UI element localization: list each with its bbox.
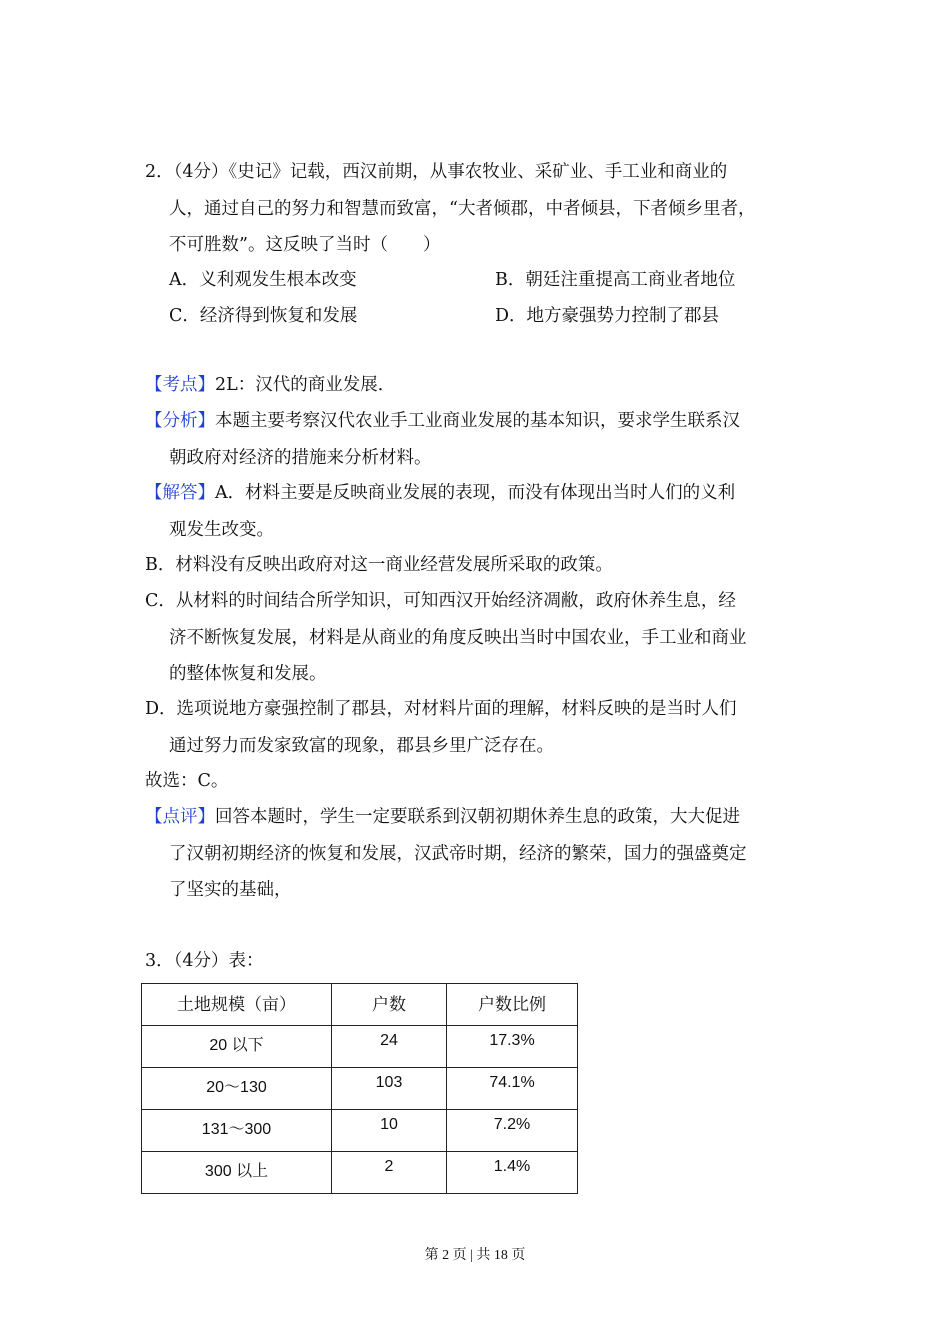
q2-option-c: C．经济得到恢复和发展 [169,306,358,326]
answer-b-line: B．材料没有反映出政府对这一商业经营发展所采取的政策。 [145,555,613,575]
table-row [142,1152,578,1194]
answer-c-line2: 济不断恢复发展，材料是从商业的角度反映出当时中国农业，手工业和商业 [169,628,747,648]
page-footer: 第 2 页 | 共 18 页 [424,1248,526,1263]
jieda-tag: 【解答】 [145,483,215,503]
kaodian-tag: 【考点】 [145,375,215,395]
table-cell: 7.2% [447,1110,578,1152]
answer-d-line1: D．选项说地方豪强控制了郡县，对材料片面的理解，材料反映的是当时人们 [145,699,737,719]
dianping-line3: 了坚实的基础， [169,880,292,900]
answer-choice: 故选：C。 [145,771,229,791]
table-cell: 17.3% [447,1026,578,1068]
fenxi-text1: 本题主要考察汉代农业手工业商业发展的基本知识，要求学生联系汉 [215,411,740,431]
table-cell: 2 [332,1152,447,1194]
table-cell: 24 [332,1026,447,1068]
table-cell: 1.4% [447,1152,578,1194]
table-header-row [142,984,578,1026]
q2-option-d: D．地方豪强势力控制了郡县 [495,306,720,326]
answer-c-line3: 的整体恢复和发展。 [169,664,327,684]
q3-title: 3．（4分）表： [145,951,264,971]
fenxi-line2: 朝政府对经济的措施来分析材料。 [169,448,432,468]
table-row [142,1068,578,1110]
dianping-text1: 回答本题时，学生一定要联系到汉朝初期休养生息的政策，大大促进 [215,807,740,827]
table-cell: 300 以上 [142,1152,332,1194]
jieda-line2: 观发生改变。 [169,520,274,540]
table-cell: 10 [332,1110,447,1152]
table-cell: 20～130 [142,1068,332,1110]
table-header-ratio: 户数比例 [447,984,578,1026]
q2-option-b: B．朝廷注重提高工商业者地位 [495,270,736,290]
table-cell: 74.1% [447,1068,578,1110]
table-row [142,1026,578,1068]
q2-option-a: A．义利观发生根本改变 [169,270,357,290]
dianping-line1 [145,805,740,829]
dianping-line2: 了汉朝初期经济的恢复和发展，汉武帝时期，经济的繁荣，国力的强盛奠定 [169,844,747,864]
table-header-households: 户数 [332,984,447,1026]
dianping-tag: 【点评】 [145,807,215,827]
table-row [142,1110,578,1152]
kaodian-text: 2L：汉代的商业发展． [215,375,396,395]
q2-stem-line1: 2．（4分）《史记》记载，西汉前期，从事农牧业、采矿业、手工业和商业的 [145,162,728,182]
q2-stem-line2: 人，通过自己的努力和智慧而致富，“大者倾郡，中者倾县，下者倾乡里者， [169,199,756,219]
table-cell: 131～300 [142,1110,332,1152]
kaodian-line [145,373,395,397]
table-cell: 103 [332,1068,447,1110]
fenxi-line1 [145,409,740,433]
land-scale-table [141,983,578,1194]
jieda-line1 [145,481,735,505]
q2-stem-line3: 不可胜数”。这反映了当时（ ） [169,235,441,255]
table-cell: 20 以下 [142,1026,332,1068]
jieda-text1: A．材料主要是反映商业发展的表现，而没有体现出当时人们的义利 [215,483,736,503]
answer-d-line2: 通过努力而发家致富的现象，郡县乡里广泛存在。 [169,736,554,756]
table-header-land: 土地规模（亩） [142,984,332,1026]
fenxi-tag: 【分析】 [145,411,215,431]
answer-c-line1: C．从材料的时间结合所学知识，可知西汉开始经济凋敝，政府休养生息，经 [145,591,736,611]
